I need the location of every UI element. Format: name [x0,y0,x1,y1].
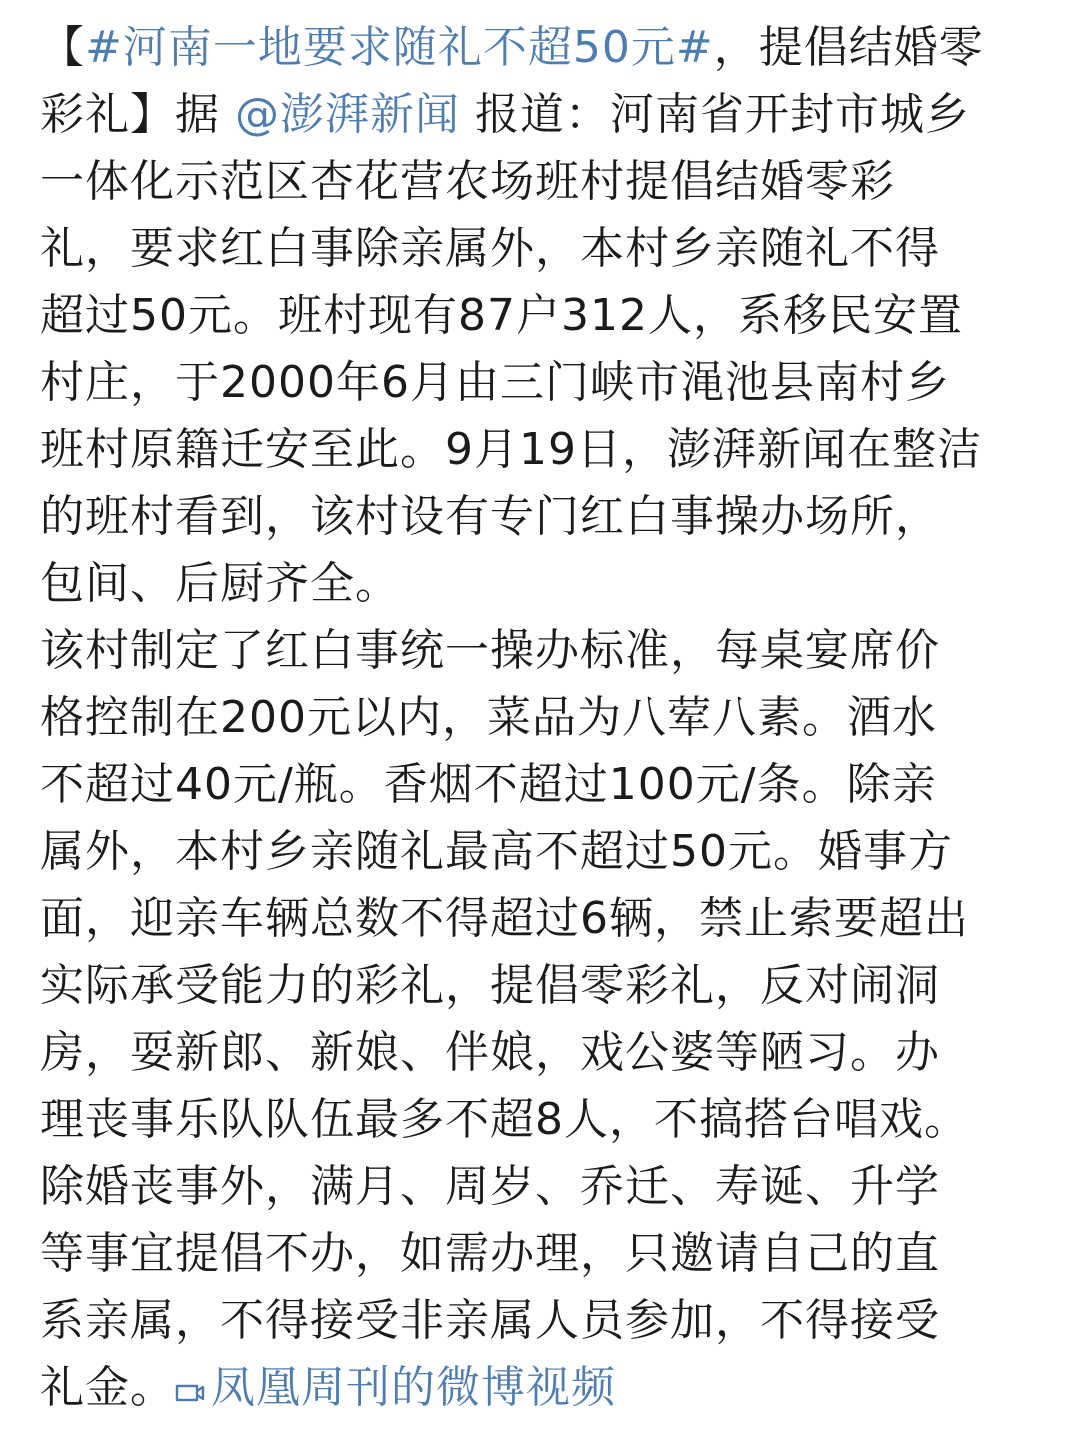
post-body-line: 村庄，于2000年6月由三门峡市渑池县南村乡 [40,357,950,408]
post-body-line: 包间、后厨齐全。 [40,558,400,609]
post-line-1 [40,14,1040,81]
post-body-line: 属外，本村乡亲随礼最高不超过50元。婚事方 [40,826,953,877]
post-body-line: 超过50元。班村现有87户312人，系移民安置 [40,290,963,341]
post-body-line: 格控制在200元以内，菜品为八荤八素。酒水 [40,692,937,743]
post-body-line: 除婚丧事外，满月、周岁、乔迁、寿诞、升学 [40,1161,940,1212]
video-link[interactable] [175,1362,616,1413]
post-line-2 [40,81,1040,148]
source-prefix-text: 彩礼】据 [40,89,235,140]
post-body-line: 班村原籍迁安至此。9月19日，澎湃新闻在整洁 [40,424,982,475]
post-body-line: 不超过40元/瓶。香烟不超过100元/条。除亲 [40,759,937,810]
post-body-line: 房，耍新郎、新娘、伴娘，戏公婆等陋习。办 [40,1027,940,1078]
post-body-line: 礼，要求红白事除亲属外，本村乡亲随礼不得 [40,223,940,274]
post-last-line [40,1354,1040,1421]
post-body-line: 理丧事乐队队伍最多不超8人，不搞搭台唱戏。 [40,1094,969,1145]
report-intro-text: 报道：河南省开封市城乡 [460,89,970,140]
topic-bracket: 【 [40,22,85,73]
last-line-text: 礼金。 [40,1362,175,1413]
topic-hashtag-link[interactable]: #河南一地要求随礼不超50元# [85,22,714,73]
mention-link[interactable]: @澎湃新闻 [235,89,460,140]
post-body-line: 系亲属，不得接受非亲属人员参加，不得接受 [40,1295,940,1346]
video-camera-icon [175,1382,205,1404]
post-body-line: 等事宜提倡不办，如需办理，只邀请自己的直 [40,1228,940,1279]
post-body-line: 的班村看到，该村设有专门红白事操办场所， [40,491,940,542]
post-body-line: 一体化示范区杏花营农场班村提倡结婚零彩 [40,156,895,207]
video-link-label[interactable]: 凤凰周刊的微博视频 [211,1362,616,1413]
weibo-post-text [40,14,1040,1421]
post-body-line: 面，迎亲车辆总数不得超过6辆，禁止索要超出 [40,893,969,944]
post-body-line: 该村制定了红白事统一操办标准，每桌宴席价 [40,625,940,676]
headline-text: ，提倡结婚零 [713,22,984,73]
post-body-line: 实际承受能力的彩礼，提倡零彩礼，反对闹洞 [40,960,940,1011]
